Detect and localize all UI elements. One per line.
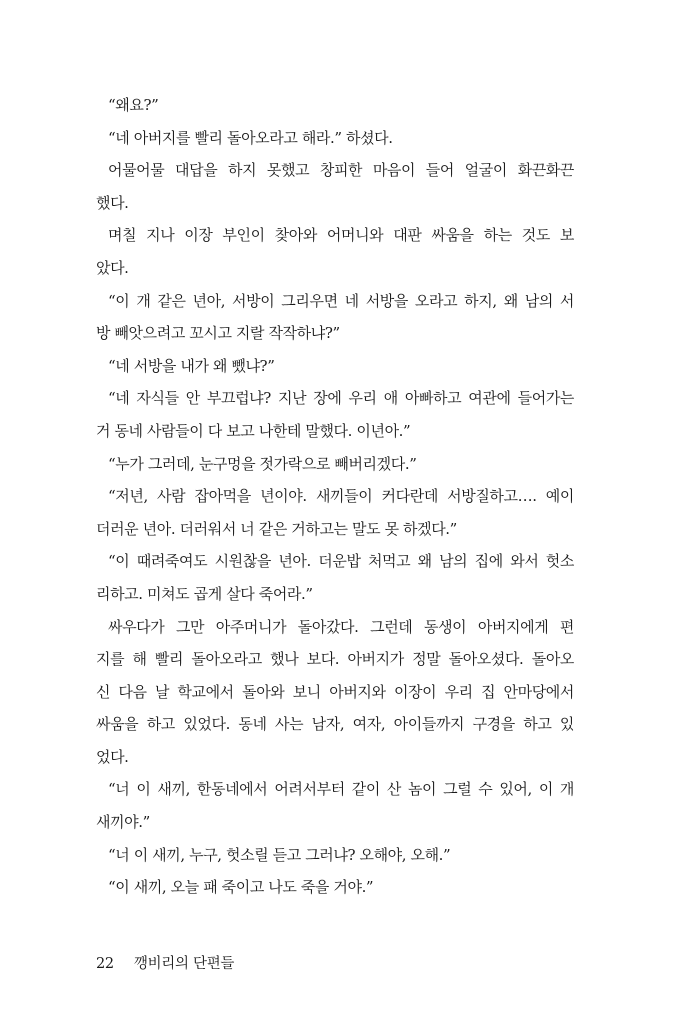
text-line: 더러운 년아. 더러워서 너 같은 거하고는 말도 못 하겠다.” — [96, 519, 457, 538]
text-line: “너 이 새끼, 한동네에서 어려서부터 같이 산 놈이 그럴 수 있어, 이 개 — [108, 780, 574, 799]
text-line: “누가 그러데, 눈구멍을 젓가락으로 빼버리겠다.” — [108, 454, 417, 473]
text-line: 었다. — [96, 747, 129, 766]
text-line: 거 동네 사람들이 다 보고 나한테 말했다. 이년아.” — [96, 421, 411, 440]
text-line: 싸우다가 그만 아주머니가 돌아갔다. 그런데 동생이 아버지에게 편 — [108, 617, 574, 636]
page-number: 22 — [96, 956, 114, 972]
text-line: 신 다음 날 학교에서 돌아와 보니 아버지와 이장이 우리 집 안마당에서 — [96, 682, 574, 701]
body-text — [96, 89, 574, 904]
text-line: “이 때려죽여도 시원찮을 년아. 더운밥 처먹고 왜 남의 집에 와서 헛소 — [108, 552, 574, 571]
text-line: “이 개 같은 년아, 서방이 그리우면 네 서방을 오라고 하지, 왜 남의 서 — [108, 291, 574, 310]
text-line: “네 자식들 안 부끄럽냐? 지난 장에 우리 애 아빠하고 여관에 들어가는 — [108, 389, 574, 408]
text-line: 했다. — [96, 193, 129, 212]
text-line: 싸움을 하고 있었다. 동네 사는 남자, 여자, 아이들까지 구경을 하고 있 — [96, 715, 574, 734]
text-line: 았다. — [96, 258, 129, 277]
page-footer — [96, 952, 234, 973]
text-line: 며칠 지나 이장 부인이 찾아와 어머니와 대판 싸움을 하는 것도 보 — [108, 226, 574, 245]
text-line: “이 새끼, 오늘 패 죽이고 나도 죽을 거야.” — [108, 878, 374, 897]
text-line: 방 빼앗으려고 꼬시고 지랄 작작하냐?” — [96, 324, 340, 343]
text-line: “네 아버지를 빨리 돌아오라고 해라.” 하셨다. — [108, 128, 393, 147]
text-line: “네 서방을 내가 왜 뺐냐?” — [108, 356, 275, 375]
text-line: 지를 해 빨리 돌아오라고 했나 보다. 아버지가 정말 돌아오셨다. 돌아오 — [96, 650, 574, 669]
running-title: 깽비리의 단편들 — [133, 956, 235, 972]
text-line: 새끼야.” — [96, 813, 150, 832]
text-line: 리하고. 미쳐도 곱게 살다 죽어라.” — [96, 584, 313, 603]
text-line: “너 이 새끼, 누구, 헛소릴 듣고 그러냐? 오해야, 오해.” — [108, 845, 451, 864]
text-line: “왜요?” — [108, 96, 159, 114]
text-line: “저년, 사람 잡아먹을 년이야. 새끼들이 커다란데 서방질하고…. 예이 — [108, 487, 574, 506]
text-line: 어물어물 대답을 하지 못했고 창피한 마음이 들어 얼굴이 화끈화끈 — [108, 161, 574, 180]
